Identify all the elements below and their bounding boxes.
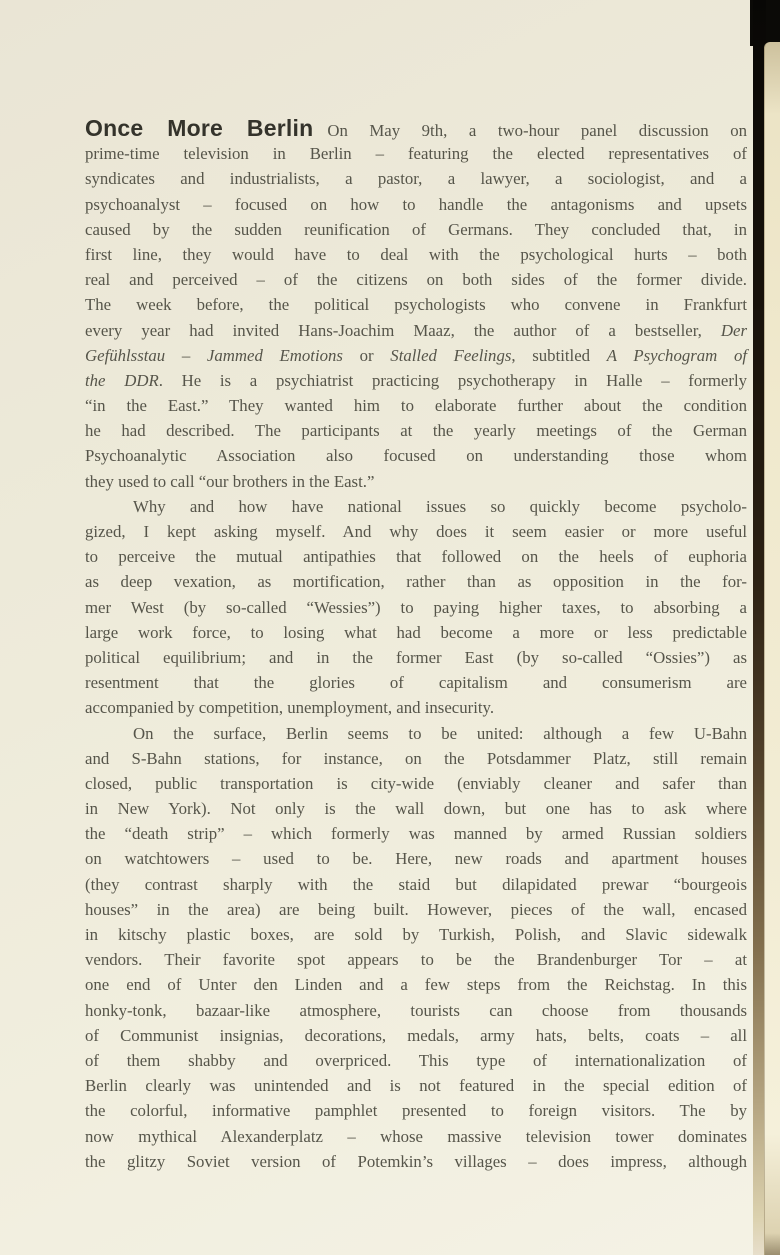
text-line: [85, 418, 747, 443]
text-line: [85, 192, 747, 217]
body-text: resentment that the glories of capitalism and consumerism are: [85, 673, 747, 693]
text-line: [85, 972, 747, 997]
italic-text: Gefühlsstau – Jammed Emotions: [85, 345, 343, 365]
body-text: to perceive the mutual antipathies that followed on the heels of euphoria: [85, 547, 747, 567]
body-text: one end of Unter den Linden and a few steps from the Reichstag. In this: [85, 975, 747, 995]
italic-text: Der: [720, 320, 747, 340]
body-text: as deep vexation, as mortification, rather than as opposition in the for-: [85, 572, 747, 592]
text-line: [85, 141, 747, 166]
body-text: on watchtowers – used to be. Here, new roads and apartment houses: [85, 849, 747, 869]
text-line: [85, 116, 747, 141]
body-text: vendors. Their favorite spot appears to be the Brandenburger Tor – at: [85, 950, 747, 970]
text-line: [85, 217, 747, 242]
body-text: first line, they would have to deal with the psychological hurts – both: [85, 244, 747, 264]
text-line: [85, 1124, 747, 1149]
body-text: the “death strip” – which formerly was manned by armed Russian soldiers: [85, 824, 747, 844]
text-line: [85, 897, 747, 922]
body-text: . He is a psychiatrist practicing psychotherapy in Halle – formerly: [158, 370, 748, 390]
text-line: [85, 872, 747, 897]
body-text: On the surface, Berlin seems to be united: although a few U-Bahn: [133, 723, 747, 743]
body-text: mer West (by so-called “Wessies”) to paying higher taxes, to absorbing a: [85, 597, 747, 617]
body-text: “in the East.” They wanted him to elaborate further about the condition: [85, 396, 747, 416]
text-line: [85, 1098, 747, 1123]
italic-text: Stalled Feelings: [390, 345, 512, 365]
body-text: , subtitled: [511, 345, 607, 365]
body-text: On May 9th, a two-hour panel discussion on: [327, 121, 748, 140]
body-text: every year had invited Hans-Joachim Maaz, the author of a bestseller,: [85, 320, 721, 340]
body-text: in kitschy plastic boxes, are sold by Turkish, Polish, and Slavic sidewalk: [85, 925, 747, 944]
body-text: the glitzy Soviet version of Potemkin’s villages – does impress, although: [85, 1151, 747, 1171]
text-line: [85, 544, 747, 569]
body-text: The week before, the political psychologists who convene in Frankfurt: [85, 295, 747, 315]
text-line: [85, 393, 747, 418]
text-line: [85, 595, 747, 620]
text-line: [85, 670, 747, 695]
italic-text: the DDR: [85, 370, 159, 390]
body-text: honky-tonk, bazaar-like atmosphere, tourists can choose from thousands: [85, 1000, 747, 1020]
text-line: [85, 1149, 747, 1174]
text-line: [85, 771, 747, 796]
body-text: gized, I kept asking myself. And why does it seem easier or more useful: [85, 522, 747, 541]
body-text: and S-Bahn stations, for instance, on the Potsdammer Platz, still remain: [85, 748, 747, 768]
text-line: [85, 569, 747, 594]
body-text: they used to call “our brothers in the East.”: [85, 471, 375, 491]
text-line: [85, 343, 747, 368]
italic-text: A Psychogram of: [606, 345, 748, 365]
text-line: [85, 242, 747, 267]
body-text: real and perceived – of the citizens on both sides of the former divide.: [85, 270, 747, 290]
text-line: [85, 846, 747, 871]
body-text: Berlin clearly was unintended and is not featured in the special edition of: [85, 1076, 747, 1096]
body-text: or: [342, 345, 391, 365]
text-line: [85, 721, 747, 746]
body-text: closed, public transportation is city-wide (enviably cleaner and safer than: [85, 773, 747, 793]
body-text: Why and how have national issues so quickly become psycholo-: [133, 496, 747, 516]
text-line: [85, 695, 747, 720]
text-line: [85, 318, 747, 343]
body-text: the colorful, informative pamphlet presented to foreign visitors. The by: [85, 1101, 747, 1121]
body-text: Psychoanalytic Association also focused on understanding those whom: [85, 446, 747, 466]
text-line: [85, 469, 747, 494]
body-text: in New York). Not only is the wall down, but one has to ask where: [85, 799, 747, 819]
body-text: prime-time television in Berlin – featuring the elected representatives of: [85, 144, 747, 164]
text-line: [85, 1048, 747, 1073]
text-line: [85, 1073, 747, 1098]
body-text: large work force, to losing what had become a more or less predictable: [85, 622, 747, 642]
body-text: now mythical Alexanderplatz – whose massive television tower dominates: [85, 1126, 747, 1146]
text-line: [85, 1023, 747, 1048]
body-text: (they contrast sharply with the staid but dilapidated prewar “bourgeois: [85, 874, 747, 894]
text-line: [85, 821, 747, 846]
body-text: he had described. The participants at the yearly meetings of the German: [85, 421, 747, 441]
text-line: [85, 494, 747, 519]
text-line: [85, 998, 747, 1023]
text-line: [85, 443, 747, 468]
body-text: accompanied by competition, unemployment, and insecurity.: [85, 698, 495, 718]
text-line: [85, 796, 747, 821]
text-line: [85, 922, 747, 947]
text-line: [85, 620, 747, 645]
body-text: houses” in the area) are being built. However, pieces of the wall, encased: [85, 899, 747, 919]
text-line: [85, 368, 747, 393]
chapter-heading: Once More Berlin: [85, 115, 314, 141]
text-line: [85, 519, 747, 544]
text-line: [85, 267, 747, 292]
page-text: [85, 116, 747, 1174]
text-line: [85, 645, 747, 670]
page-fore-edge: [764, 42, 780, 1255]
body-text: psychoanalyst – focused on how to handle the antagonisms and upsets: [85, 194, 747, 214]
body-text: political equilibrium; and in the former East (by so-called “Ossies”) as: [85, 647, 747, 667]
body-text: of them shabby and overpriced. This type of internationalization of: [85, 1050, 747, 1070]
text-line: [85, 292, 747, 317]
text-line: [85, 746, 747, 771]
text-line: [85, 947, 747, 972]
body-text: caused by the sudden reunification of Germans. They concluded that, in: [85, 219, 747, 239]
body-text: of Communist insignias, decorations, medals, army hats, belts, coats – all: [85, 1025, 747, 1045]
text-line: [85, 166, 747, 191]
body-text: syndicates and industrialists, a pastor, a lawyer, a sociologist, and a: [85, 169, 747, 189]
